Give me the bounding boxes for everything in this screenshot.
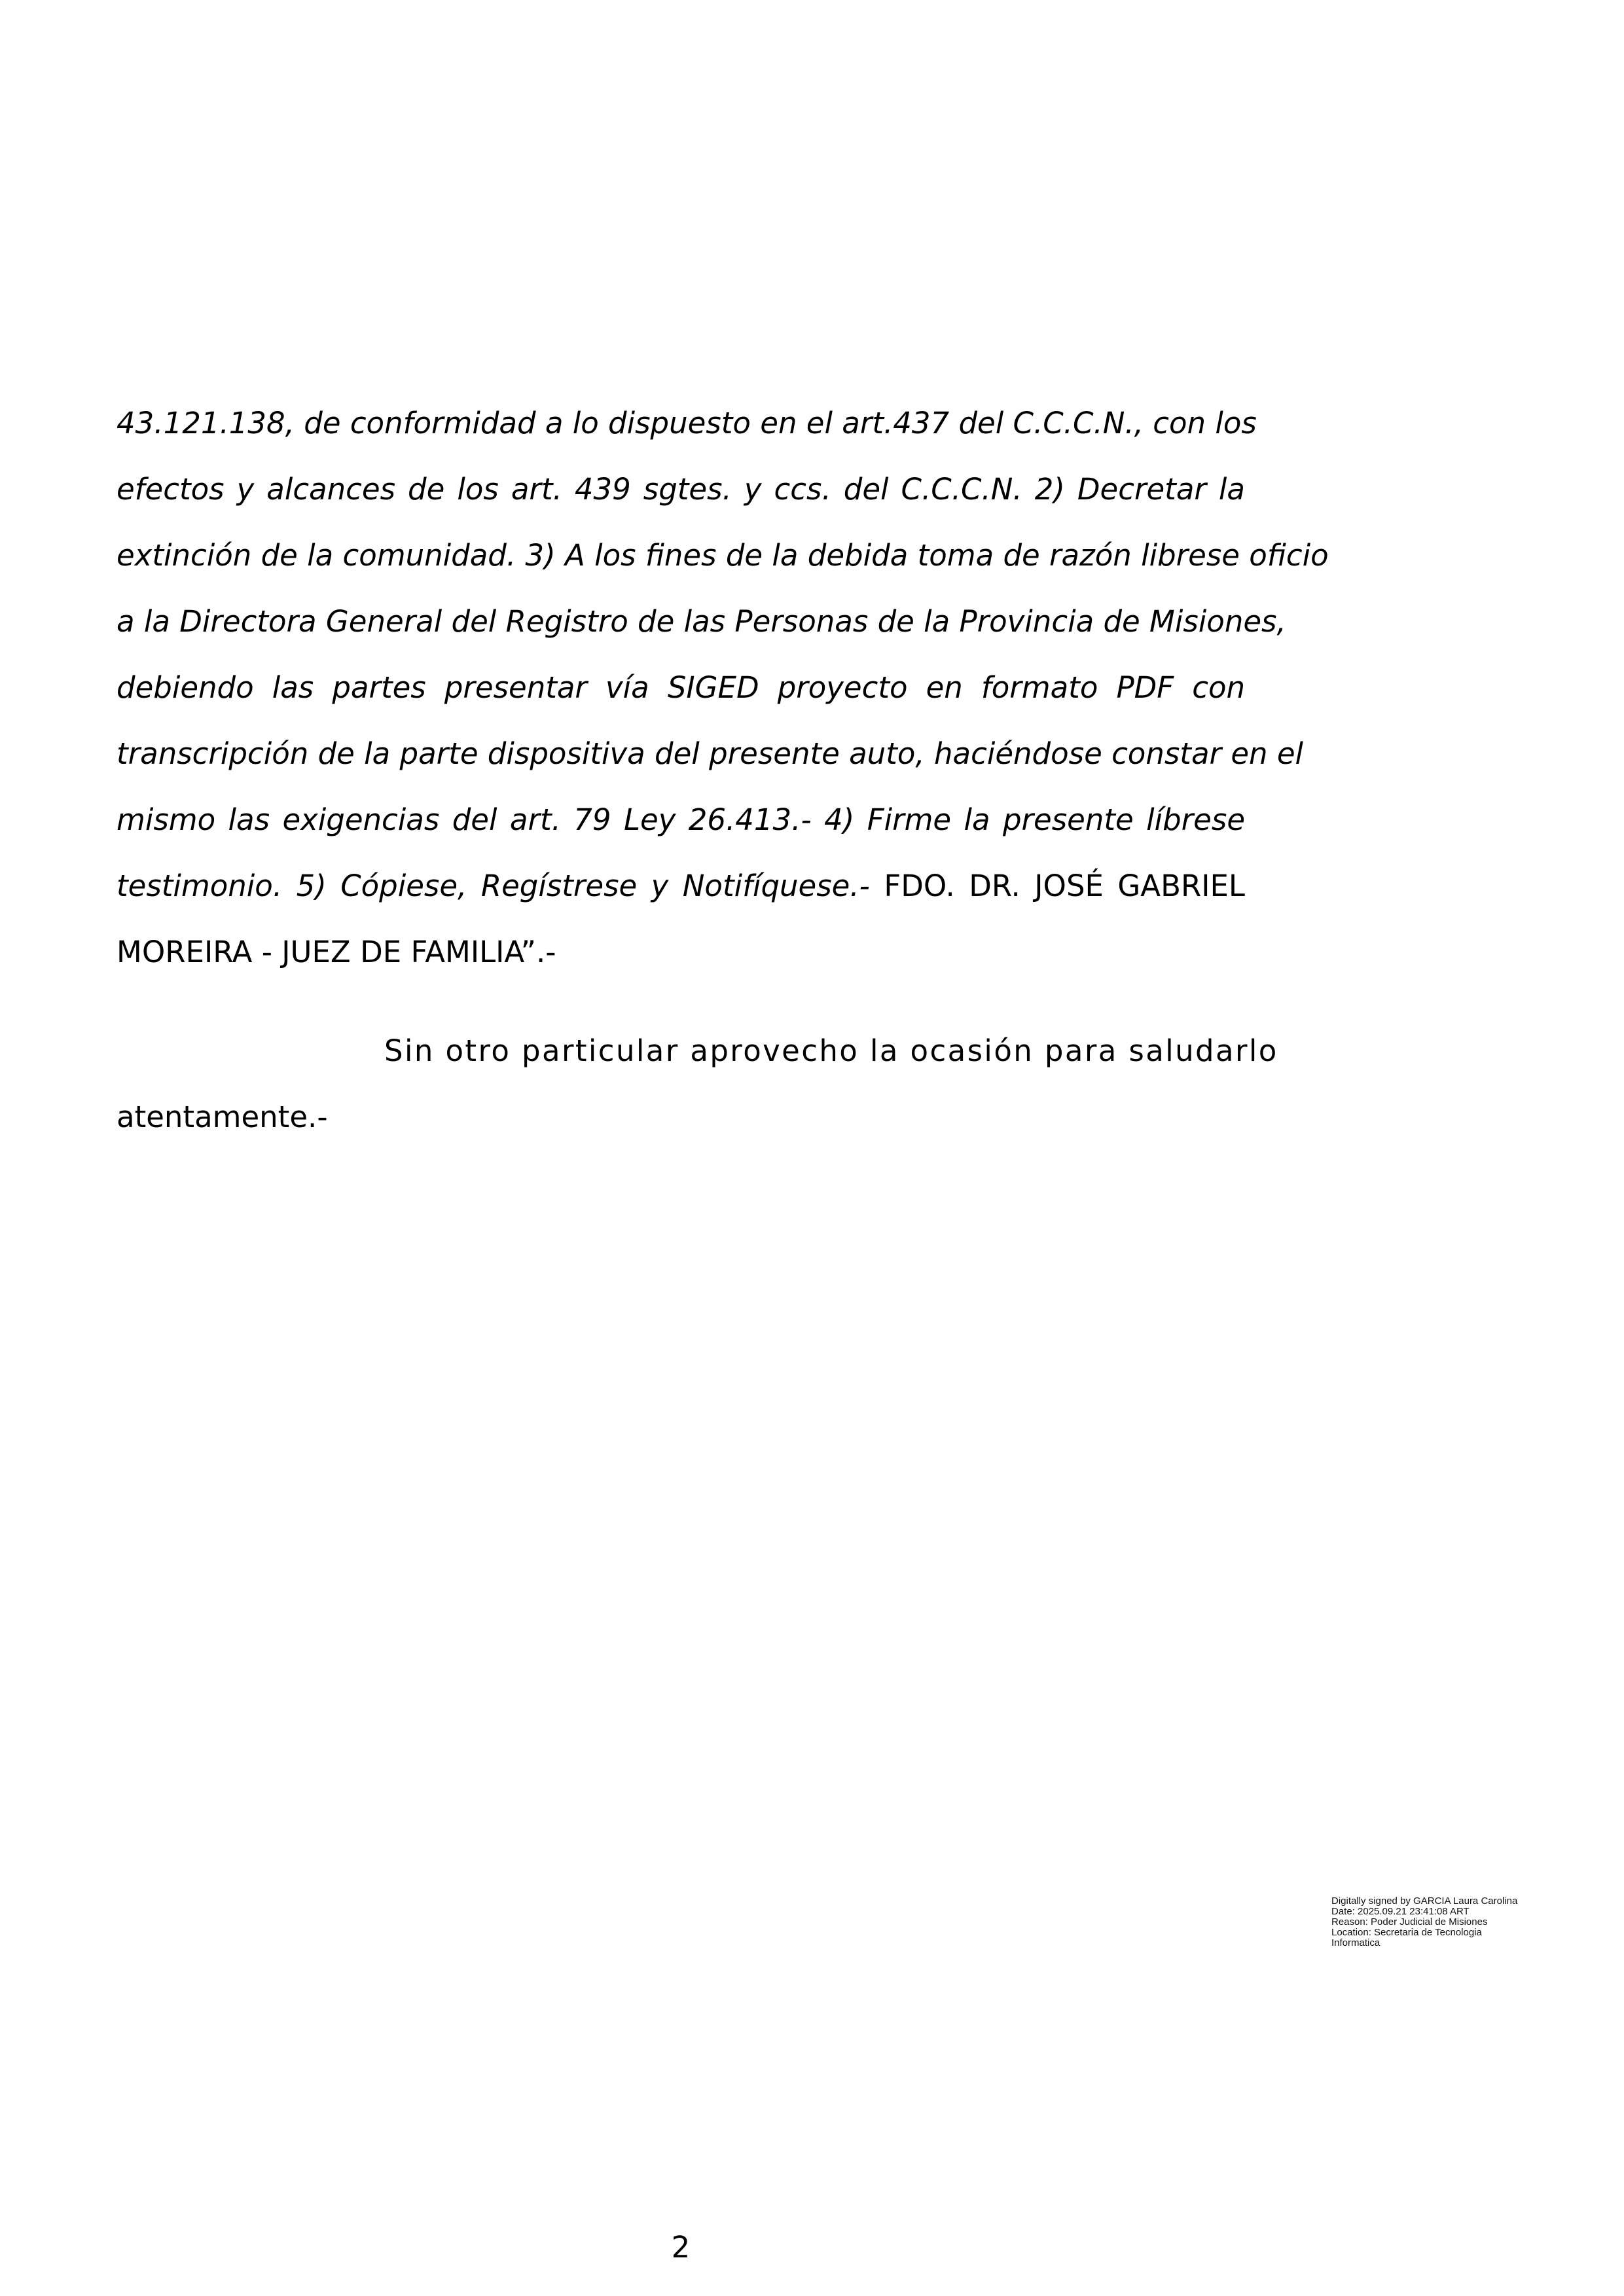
signature-signer: Digitally signed by GARCIA Laura Carolina <box>1331 1895 1518 1907</box>
body-line-1: 43.121.138, de conformidad a lo dispuesto en el art.437 del C.C.C.N., con los <box>117 406 1257 440</box>
body-line-9: MOREIRA - JUEZ DE FAMILIA”.- <box>117 935 556 969</box>
body-line-8 <box>117 853 1245 919</box>
signature-reason: Reason: Poder Judicial de Misiones <box>1331 1916 1488 1928</box>
closing-paragraph <box>117 1018 1278 1150</box>
closing-line-2: atentamente.- <box>117 1100 328 1134</box>
signature-location-cont: Informatica <box>1331 1937 1380 1948</box>
body-line-7: mismo las exigencias del art. 79 Ley 26.413.- 4) Firme la presente líbrese <box>117 802 1245 837</box>
body-line-4: a la Directora General del Registro de las Personas de la Provincia de Misiones, <box>117 604 1286 639</box>
digital-signature-stamp <box>1331 1896 1567 1948</box>
body-line-5: debiendo las partes presentar vía SIGED proyecto en formato PDF con <box>117 670 1245 705</box>
body-line-8-italic: testimonio. 5) Cópiese, Regístrese y Notifíquese.- <box>117 869 870 903</box>
body-line-3: extinción de la comunidad. 3) A los fines de la debida toma de razón librese oficio <box>117 538 1329 573</box>
body-line-6: transcripción de la parte dispositiva del presente auto, haciéndose constar en el <box>117 736 1304 771</box>
signature-location: Location: Secretaria de Tecnologia <box>1331 1927 1482 1938</box>
body-line-2: efectos y alcances de los art. 439 sgtes. y ccs. del C.C.C.N. 2) Decretar la <box>117 472 1245 507</box>
resolution-text <box>117 390 1329 985</box>
signature-date: Date: 2025.09.21 23:41:08 ART <box>1331 1906 1470 1917</box>
body-line-8-signatory: FDO. DR. JOSÉ GABRIEL <box>869 869 1245 903</box>
page-number: 2 <box>671 2230 691 2265</box>
closing-line-1: Sin otro particular aprovecho la ocasión para saludarlo <box>384 1033 1278 1068</box>
